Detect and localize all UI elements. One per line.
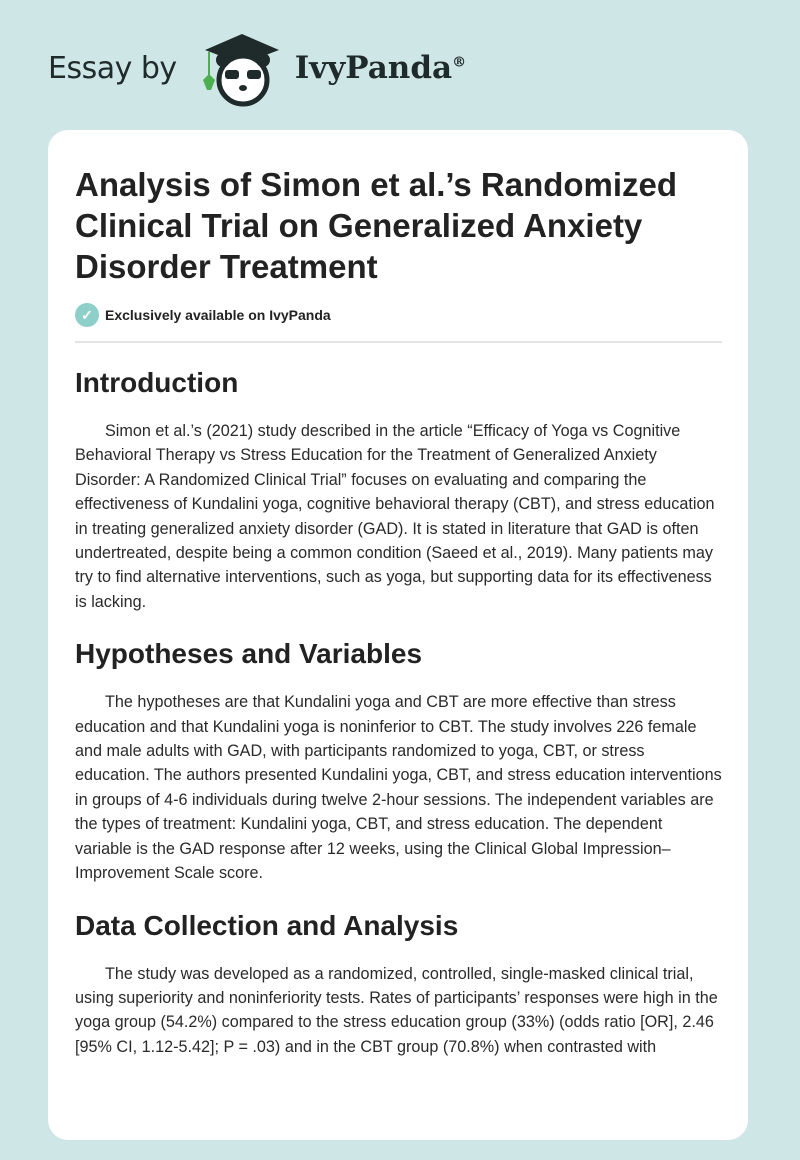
section-paragraph-introduction: Simon et al.’s (2021) study described in the article “Efficacy of Yoga vs Cognitive Behavioral Therapy vs Stress Education for the Treatment of Generalized Anxiety Disorder: A Randomized Clinical Trial” focuses on evaluating and comparing the effectiveness of Kundalini yoga, cognitive behavioral therapy (CBT), and stress education in treating generalized anxiety disorder (GAD). It is stated in literature that GAD is often undertreated, despite being a common condition (Saeed et al., 2019). Many patients may try to find alternative interventions, such as yoga, but supporting data for its effectiveness is lacking. bbox=[75, 422, 715, 611]
ivypanda-logo-icon[interactable] bbox=[197, 28, 287, 108]
section-heading-hypotheses: Hypotheses and Variables bbox=[75, 638, 423, 670]
badge-text: Exclusively available on IvyPanda bbox=[105, 307, 331, 323]
page-title: Analysis of Simon et al.’s Randomized Clinical Trial on Generalized Anxiety Disorder Treatment bbox=[75, 166, 678, 285]
section-heading-data-collection: Data Collection and Analysis bbox=[75, 909, 459, 941]
site-header bbox=[48, 28, 466, 108]
registered-mark: ® bbox=[452, 54, 467, 71]
section-heading-introduction: Introduction bbox=[75, 367, 239, 398]
essay-by-label: Essay by bbox=[48, 50, 177, 86]
brand-text: IvyPanda bbox=[294, 50, 453, 86]
divider bbox=[75, 341, 722, 343]
exclusive-badge bbox=[75, 303, 722, 327]
section-paragraph-hypotheses: The hypotheses are that Kundalini yoga and CBT are more effective than stress education and that Kundalini yoga is noninferior to CBT. The study involves 226 female and male adults with GAD, with participants randomized to yoga, CBT, or stress education. The authors presented Kundalini yoga, CBT, and stress education interventions in groups of 4-6 individuals during twelve 2-hour sessions. The independent variables are the types of treatment: Kundalini yoga, CBT, and stress education. The dependent variable is the GAD response after 12 weeks, using the Clinical Global Impression–Improvement Scale score. bbox=[75, 693, 722, 883]
check-circle-icon: ✓ bbox=[75, 303, 99, 327]
essay-card bbox=[48, 130, 748, 1140]
section-paragraph-data-collection: The study was developed as a randomized, controlled, single-masked clinical trial, using superiority and noninferiority tests. Rates of participants’ responses were high in the yoga group (54.2%) compared to the stress education group (33%) (odds ratio [OR], 2.46 [95% CI, 1.12-5.42]; P = .03) and in the CBT group (70.8%) when contrasted with bbox=[75, 964, 718, 1056]
brand-name[interactable] bbox=[295, 50, 466, 86]
